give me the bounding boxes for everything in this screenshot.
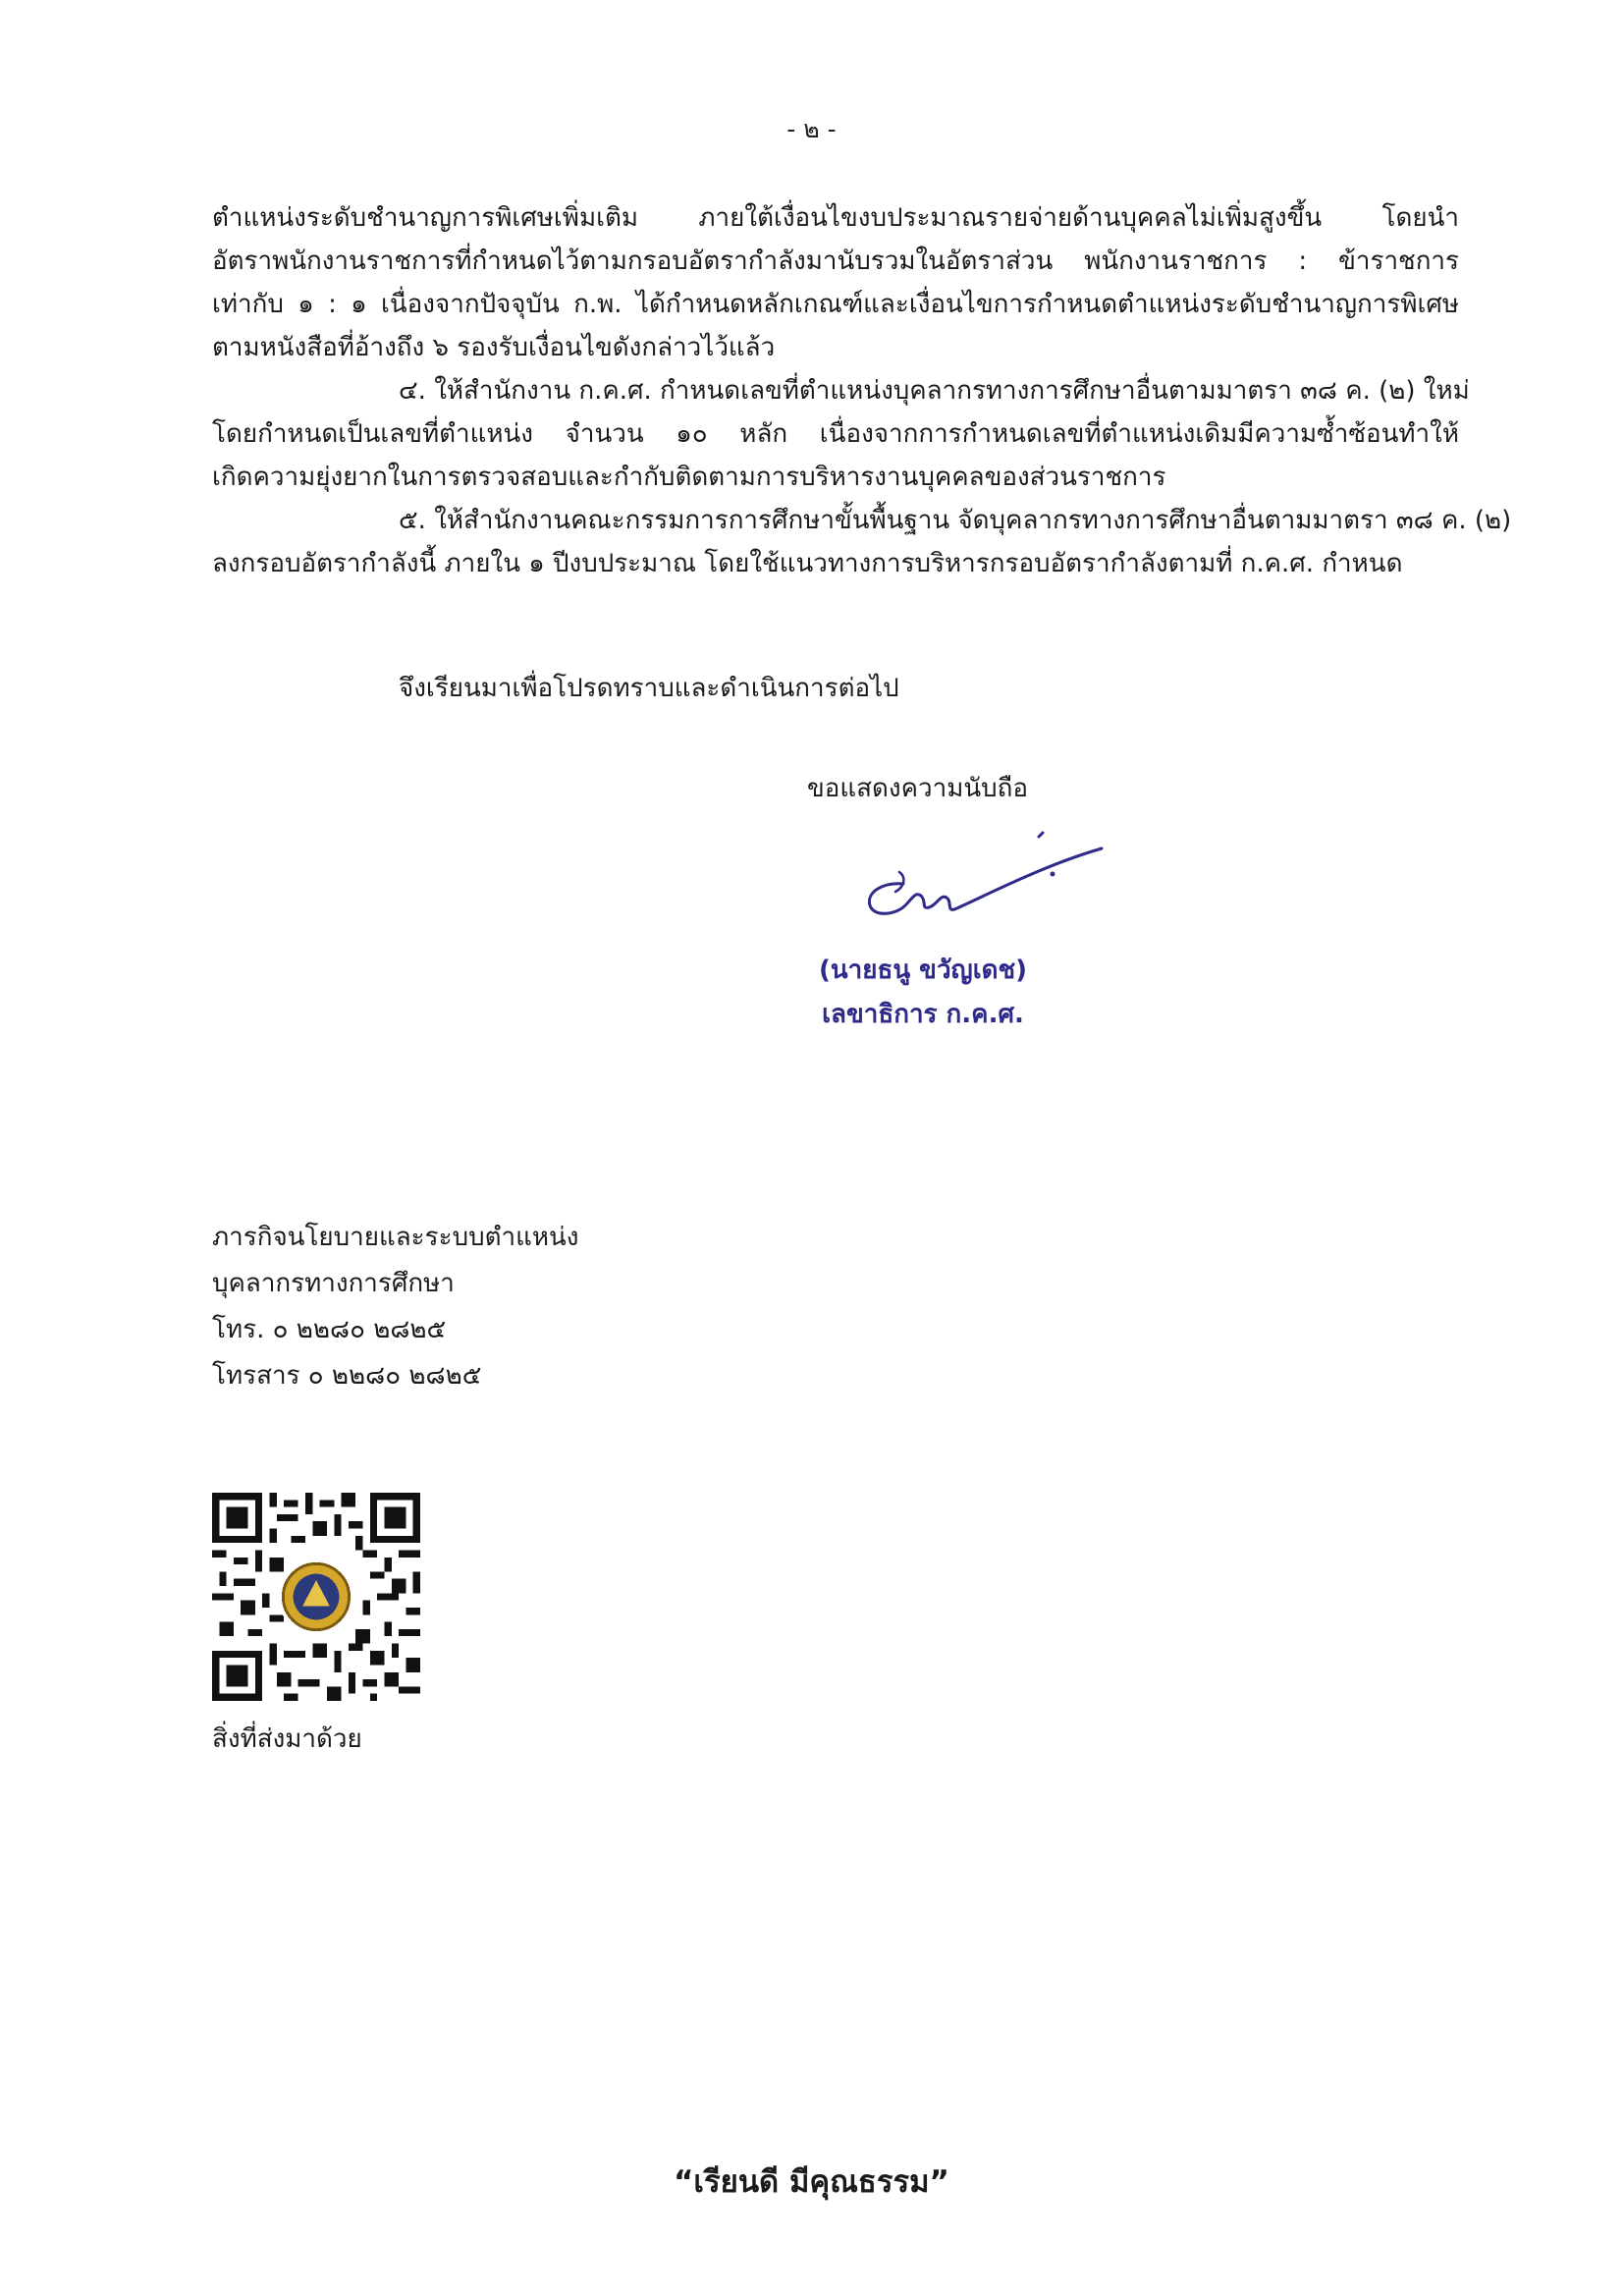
body-line-item-5: ๕. ให้สำนักงานคณะกรรมการการศึกษาขั้นพื้นฐาน จัดบุคลากรทางการศึกษาอื่นตามมาตรา ๓๘ ค. (๒) [399, 506, 1512, 535]
qr-code-icon[interactable] [212, 1493, 420, 1701]
department-line-1: ภารกิจนโยบายและระบบตำแหน่ง [212, 1223, 579, 1252]
handwritten-signature [844, 823, 1129, 931]
letter-body [212, 196, 1512, 585]
regards-line: ขอแสดงความนับถือ [807, 774, 1028, 803]
fax-number: โทรสาร ๐ ๒๒๘๐ ๒๘๒๕ [212, 1361, 482, 1391]
body-line: โดยกำหนดเป็นเลขที่ตำแหน่ง จำนวน ๑๐ หลัก เนื่องจากการกำหนดเลขที่ตำแหน่งเดิมมีความซ้ำซ้อนทำให้ [212, 419, 1459, 449]
signer-block [746, 949, 1100, 1037]
signer-name: (นายธนู ขวัญเดช) [818, 956, 1027, 985]
body-line: เท่ากับ ๑ : ๑ เนื่องจากปัจจุบัน ก.พ. ได้กำหนดหลักเกณฑ์และเงื่อนไขการกำหนดตำแหน่งระดับชำนาญการพิเศษ [212, 290, 1459, 319]
body-line: อัตราพนักงานราชการที่กำหนดไว้ตามกรอบอัตรากำลังมานับรวมในอัตราส่วน พนักงานราชการ : ข้าราชการ [212, 246, 1459, 276]
department-line-2: บุคลากรทางการศึกษา [212, 1269, 455, 1298]
body-line: ลงกรอบอัตรากำลังนี้ ภายใน ๑ ปีงบประมาณ โดยใช้แนวทางการบริหารกรอบอัตรากำลังตามที่ ก.ค.ศ. กำหนด [212, 549, 1403, 578]
contact-block [212, 1215, 578, 1399]
body-line: ตามหนังสือที่อ้างถึง ๖ รองรับเงื่อนไขดังกล่าวไว้แล้ว [212, 333, 776, 362]
signer-title: เลขาธิการ ก.ค.ศ. [822, 1000, 1024, 1029]
body-line-item-4: ๔. ให้สำนักงาน ก.ค.ศ. กำหนดเลขที่ตำแหน่งบุคลากรทางการศึกษาอื่นตามมาตรา ๓๘ ค. (๒) ใหม่ [399, 376, 1470, 406]
motto: “เรียนดี มีคุณธรรม” [674, 2164, 949, 2200]
body-line: ตำแหน่งระดับชำนาญการพิเศษเพิ่มเติม ภายใต้เงื่อนไขงบประมาณรายจ่ายด้านบุคคลไม่เพิ่มสูงขึ้น โดยนำ [212, 203, 1459, 233]
phone-number: โทร. ๐ ๒๒๘๐ ๒๘๒๕ [212, 1315, 447, 1344]
closing-line: จึงเรียนมาเพื่อโปรดทราบและดำเนินการต่อไป [399, 674, 899, 703]
enclosure-label: สิ่งที่ส่งมาด้วย [212, 1724, 362, 1754]
body-line: เกิดความยุ่งยากในการตรวจสอบและกำกับติดตามการบริหารงานบุคคลของส่วนราชการ [212, 463, 1166, 492]
page-number: - ๒ - [786, 115, 837, 143]
